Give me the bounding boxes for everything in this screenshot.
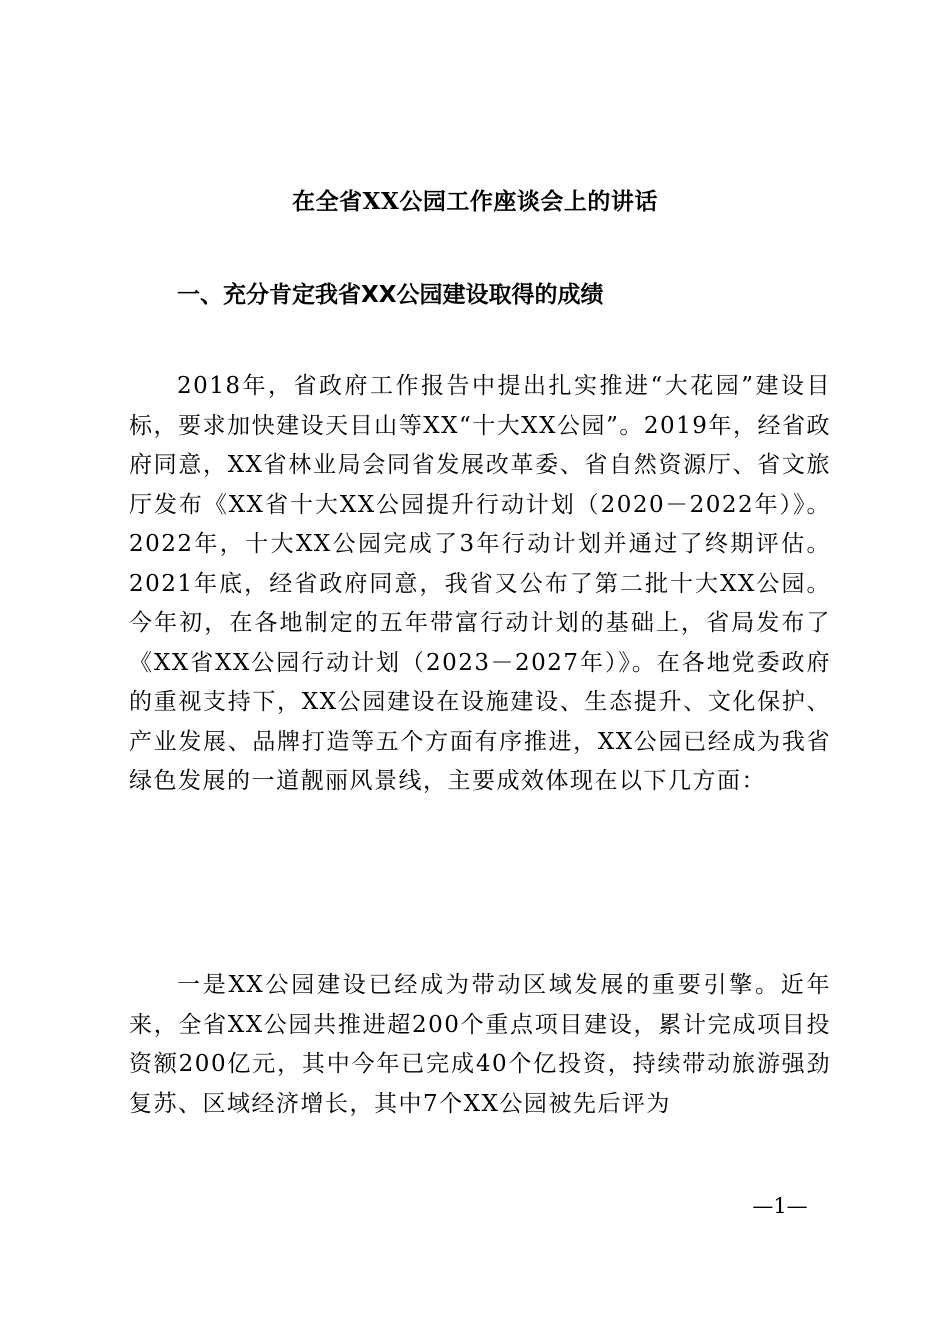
document-title: 在全省XX公园工作座谈会上的讲话 [292,188,658,215]
page-number: —1— [752,1194,808,1218]
body-paragraph-1: 2018年，省政府工作报告中提出扎实推进“大花园”建设目标，要求加快建设天目山等XX“十大XX公园”。2019年，经省政府同意，XX省林业局会同省发展改革委、省自然资源厅、省文旅厅发布《XX省十大XX公园提升行动计划（2020－2022年）》。2022年，十大XX公园完成了3年行动计划并通过了终期评估。2021年底，经省政府同意，我省又公布了第二批十大XX公园。今年初，在各地制定的五年带富行动计划的基础上，省局发布了《XX省XX公园行动计划（2023－2027年）》。在各地党委政府的重视支持下，XX公园建设在设施建设、生态提升、文化保护、产业发展、品牌打造等五个方面有序推进，XX公园已经成为我省绿色发展的一道靓丽风景线，主要成效体现在以下几方面： [129,373,831,794]
section-heading: 一、充分肯定我省XX公园建设取得的成绩 [177,282,604,308]
body-paragraph-2: 一是XX公园建设已经成为带动区域发展的重要引擎。近年来，全省XX公园共推进超200个重点项目建设，累计完成项目投资额200亿元，其中今年已完成40个亿投资，持续带动旅游强劲复苏、区域经济增长，其中7个XX公园被先后评为 [129,972,831,1117]
